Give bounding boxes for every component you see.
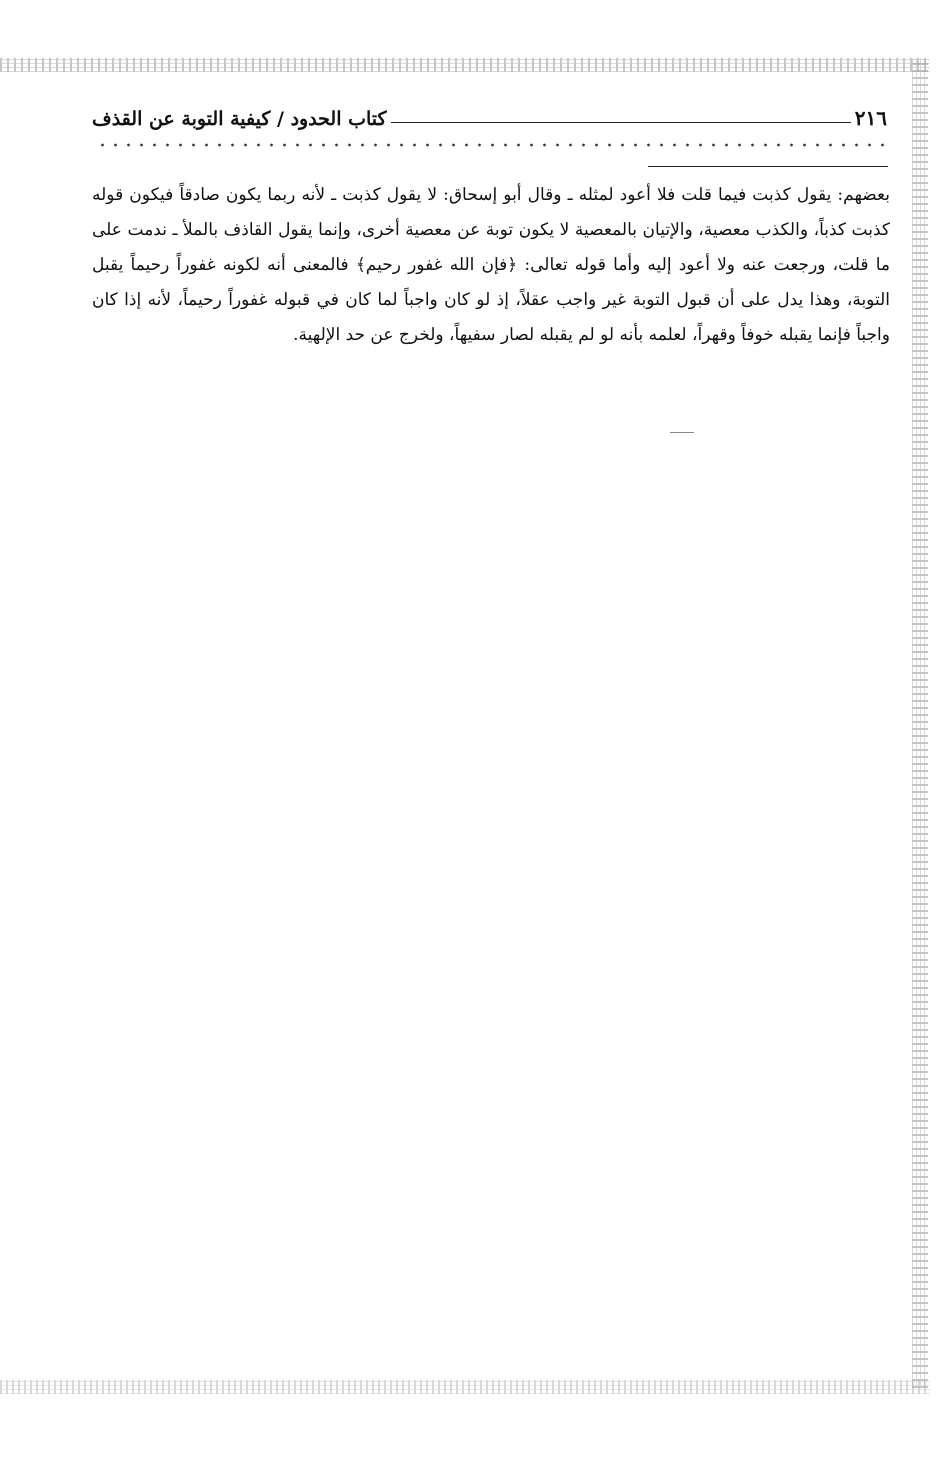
decorative-border-right [912, 58, 928, 1388]
decorative-border-top [0, 58, 930, 72]
dotted-separator [96, 140, 884, 150]
main-text [92, 178, 890, 353]
scan-mark [670, 432, 694, 433]
running-title: كتاب الحدود / كيفية التوبة عن القذف [92, 108, 387, 130]
decorative-border-bottom [0, 1380, 930, 1394]
body-paragraph: بعضهم: يقول كذبت فيما قلت فلا أعود لمثله ـ وقال أبو إسحاق: لا يقول كذبت ـ لأنه ربما يكون صادقاً فيكون قوله كذبت كذباً، والكذب معصية، والإتيان بالمعصية لا يكون توبة عن معصية أخرى، وإنما يقول القاذف بالملأ ـ ندمت على ما قلت، ورجعت عنه ولا أعود إليه وأما قوله تعالى: ﴿فإن الله غفور رحيم﴾ فالمعنى أنه لكونه غفوراً رحيماً يقبل التوبة، وهذا يدل على أن قبول التوبة غير واجب عقلاً، إذ لو كان واجباً لما كان في قبوله غفوراً رحيماً، لأنه إذا كان واجباً فإنما يقبله خوفاً وقهراً، لعلمه بأنه لو لم يقبله لصار سفيهاً، ولخرج عن حد الإلهية. [92, 185, 890, 345]
header-rule [391, 122, 851, 123]
page-number: ٢١٦ [854, 106, 887, 130]
separator-line [648, 166, 888, 167]
page-header [92, 98, 887, 130]
